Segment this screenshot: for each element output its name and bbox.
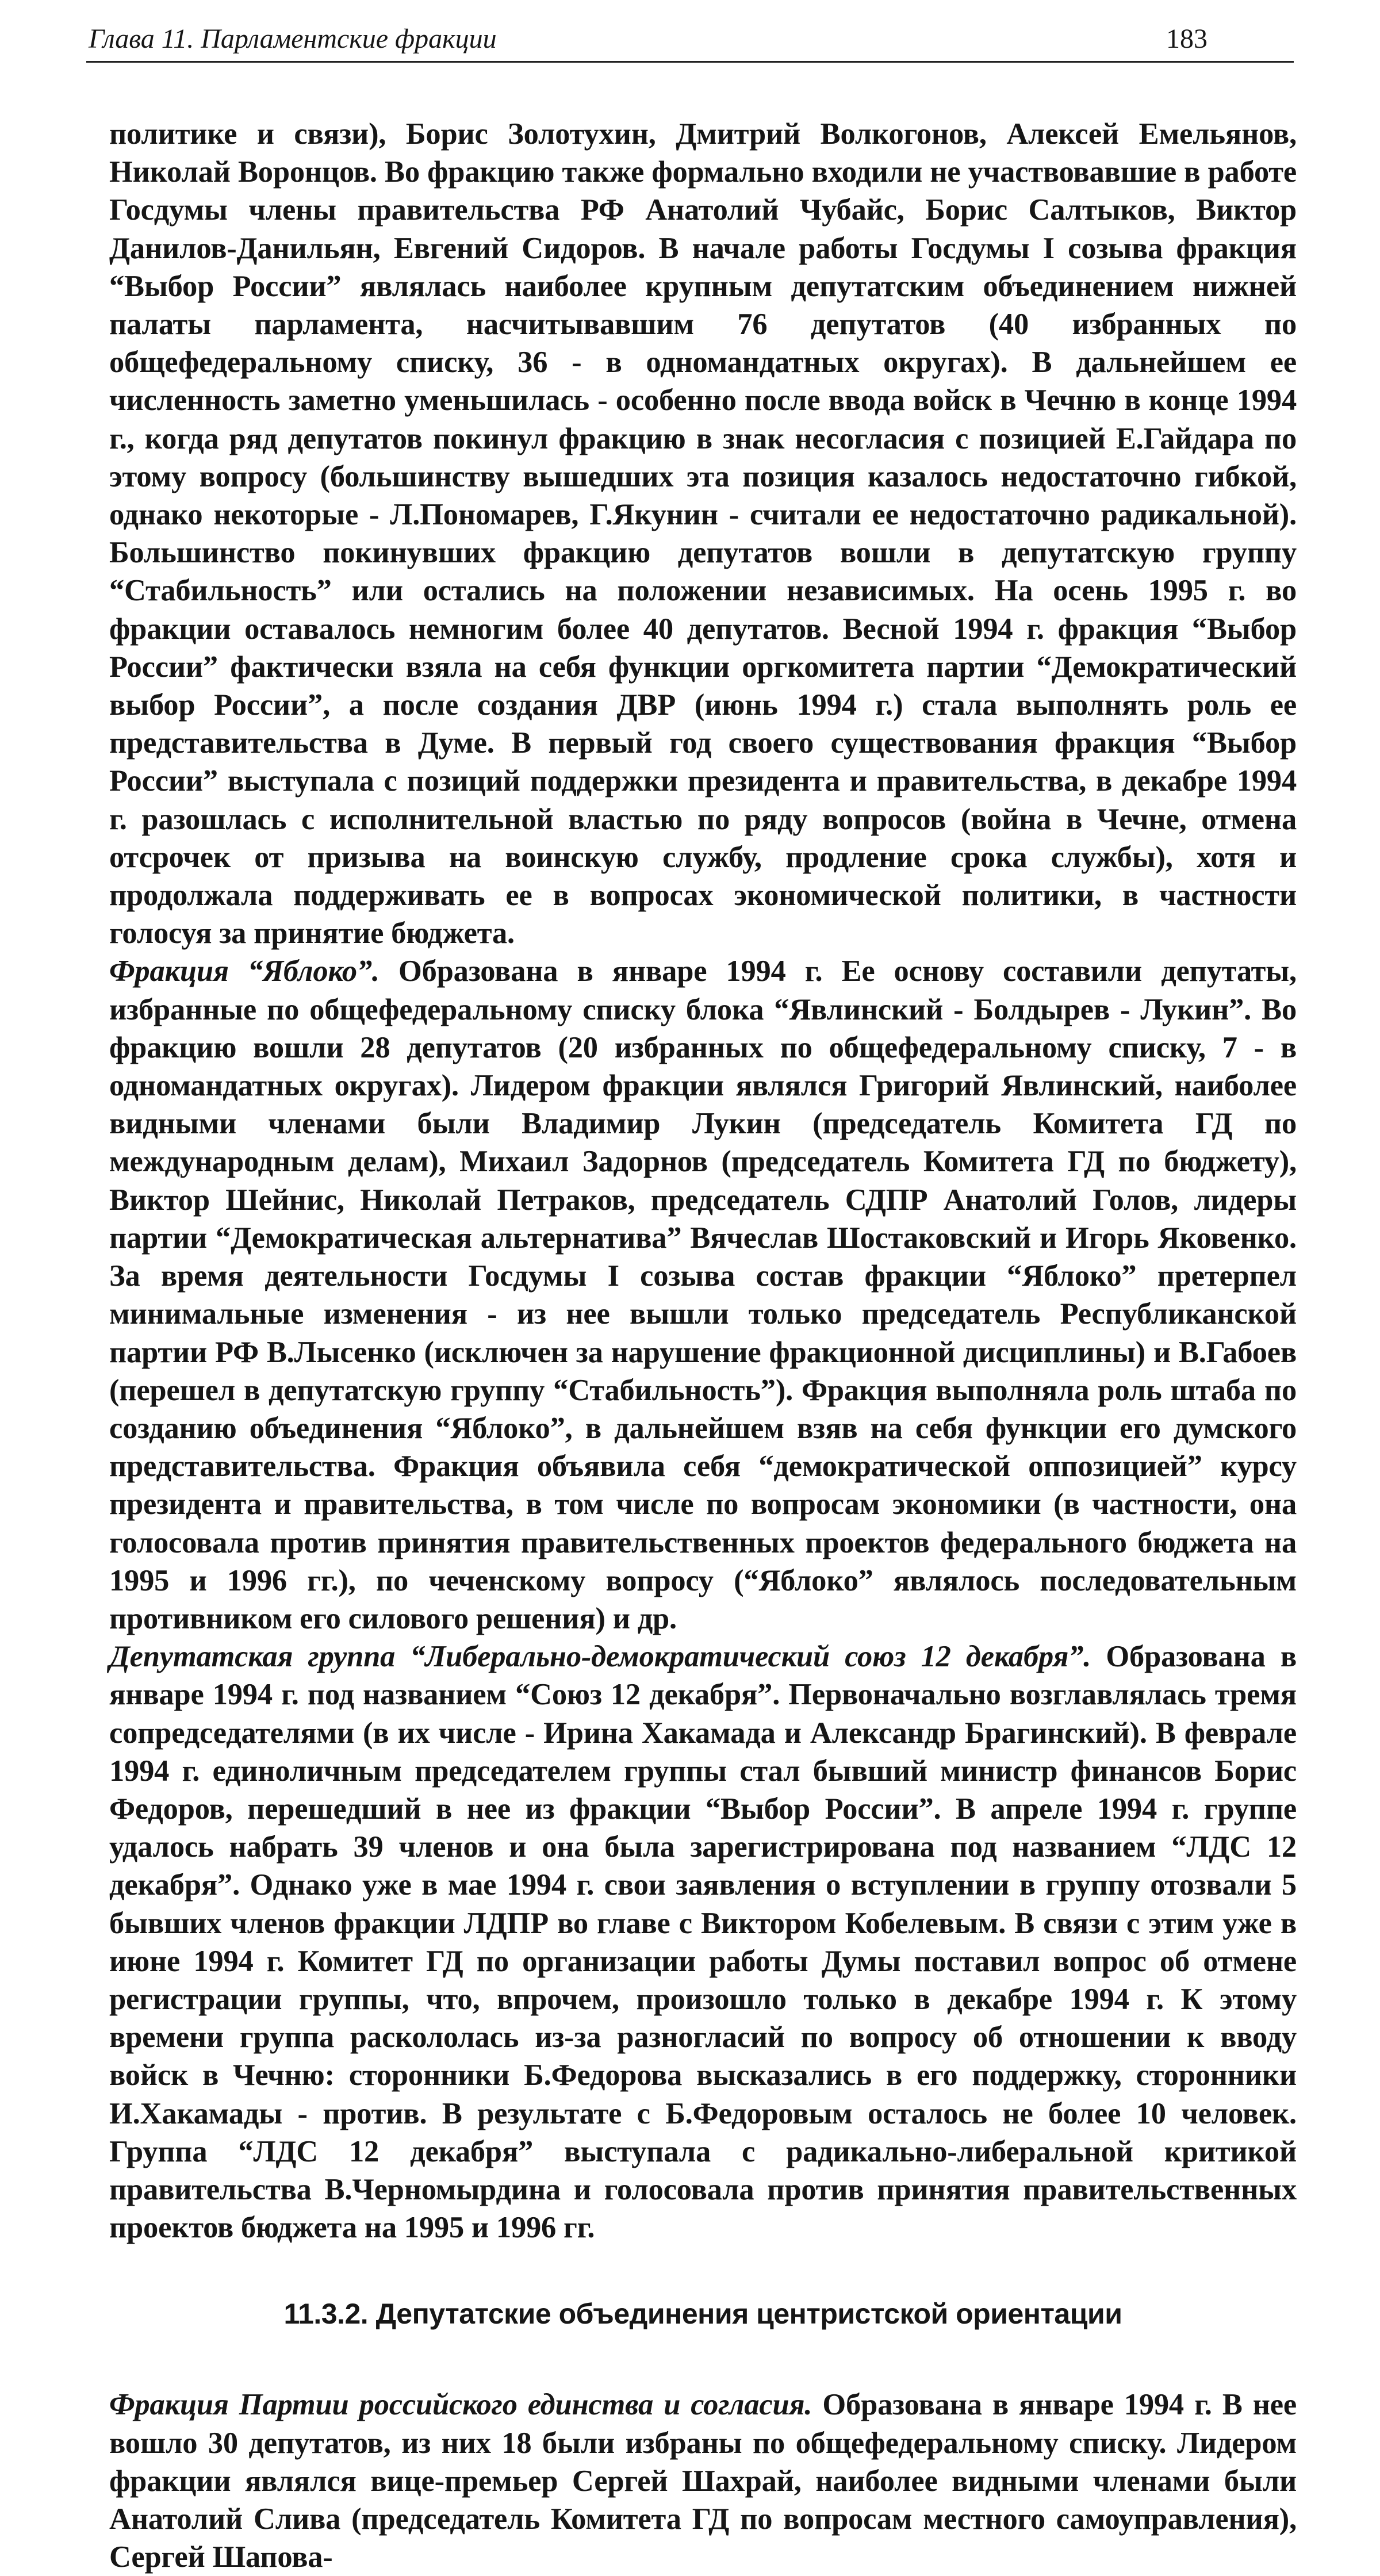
paragraph-vybor-rossii bbox=[109, 115, 1297, 952]
page-number: 183 bbox=[1166, 24, 1208, 54]
paragraph-yabloko bbox=[109, 952, 1297, 1638]
paragraph-pres bbox=[109, 2386, 1297, 2576]
paragraph-heading: Фракция Партии российского единства и согласия. bbox=[109, 2388, 812, 2422]
paragraph-text: Образована в январе 1994 г. Ее основу составили депутаты, избранные по общефедеральному списку блока “Явлинский - Болдырев - Лукин”. Во фракцию вошли 28 депутатов (20 избранных по общефедеральному списку, 7 - в одномандатных округах). Лидером фракции являлся Григорий Явлинский, наиболее видными членами были Владимир Лукин (председатель Комитета ГД по международным делам), Михаил Задорнов (председатель Комитета ГД по бюджету), Виктор Шейнис, Николай Петраков, председатель СДПР Анатолий Голов, лидеры партии “Демократическая альтернатива” Вячеслав Шостаковский и Игорь Яковенко. За время деятельности Госдумы I созыва состав фракции “Яблоко” претерпел минимальные изменения - из нее вышли только председатель Республиканской партии РФ В.Лысенко (исключен за нарушение фракционной дисциплины) и В.Габоев (перешел в депутатскую группу “Стабильность”). Фракция выполняла роль штаба по созданию объединения “Яблоко”, в дальнейшем взяв на себя функции его думского представительства. Фракция объявила себя “демократической оппозицией” курсу президента и правительства, в том числе по вопросам экономики (в частности, она голосовала против принятия правительственных проектов федерального бюджета на 1995 и 1996 гг.), по чеченскому вопросу (“Яблоко” являлось последовательным противником его силового решения) и др. bbox=[109, 954, 1297, 1635]
paragraph-lds-12-dekabrya bbox=[109, 1638, 1297, 2247]
running-header bbox=[86, 17, 1294, 63]
paragraph-heading: Фракция “Яблоко”. bbox=[109, 954, 379, 988]
running-title: Глава 11. Парламентские фракции bbox=[89, 24, 497, 54]
section-heading: 11.3.2. Депутатские объединения центристской ориентации bbox=[283, 2298, 1122, 2330]
paragraph-text: политике и связи), Борис Золотухин, Дмитрий Волкогонов, Алексей Емельянов, Николай Воронцов. Во фракцию также формально входили не участвовавшие в работе Госдумы члены правительства РФ Анатолий Чубайс, Борис Салтыков, Виктор Данилов-Данильян, Евгений Сидоров. В начале работы Госдумы I созыва фракция “Выбор России” являлась наиболее крупным депутатским объединением нижней палаты парламента, насчитывавшим 76 депутатов (40 избранных по общефедеральному списку, 36 - в одномандатных округах). В дальнейшем ее численность заметно уменьшилась - особенно после ввода войск в Чечню в конце 1994 г., когда ряд депутатов покинул фракцию в знак несогласия с позицией Е.Гайдара по этому вопросу (большинству вышедших эта позиция казалось недостаточно гибкой, однако некоторые - Л.Пономарев, Г.Якунин - считали ее недостаточно радикальной). Большинство покинувших фракцию депутатов вошли в депутатскую группу “Стабильность” или остались на положении независимых. На осень 1995 г. во фракции оставалось немногим более 40 депутатов. Весной 1994 г. фракция “Выбор России” фактически взяла на себя функции оргкомитета партии “Демократический выбор России”, а после создания ДВР (июнь 1994 г.) стала выполнять роль ее представительства в Думе. В первый год своего существования фракция “Выбор России” выступала с позиций поддержки президента и правительства, в декабре 1994 г. разошлась с исполнительной властью по ряду вопросов (война в Чечне, отмена отсрочек от призыва на воинскую службу, продление срока службы), хотя и продолжала поддерживать ее в вопросах экономической политики, в частности голосуя за принятие бюджета. bbox=[109, 117, 1297, 950]
paragraph-text: Образована в январе 1994 г. В нее вошло 30 депутатов, из них 18 были избраны по общефедеральному списку. Лидером фракции являлся вице-премьер Сергей Шахрай, наиболее видными членами были Анатолий Слива (председатель Комитета ГД по вопросам местного самоуправления), Сергей Шапова- bbox=[109, 2388, 1297, 2574]
paragraph-heading: Депутатская группа “Либерально-демократический союз 12 декабря”. bbox=[109, 1640, 1091, 1674]
paragraph-text: Образована в январе 1994 г. под названием “Союз 12 декабря”. Первоначально возглавлялась тремя сопредседателями (в их числе - Ирина Хакамада и Александр Брагинский). В феврале 1994 г. единоличным председателем группы стал бывший министр финансов Борис Федоров, перешедший в нее из фракции “Выбор России”. В апреле 1994 г. группе удалось набрать 39 членов и она была зарегистрирована под названием “ЛДС 12 декабря”. Однако уже в мае 1994 г. свои заявления о вступлении в группу отозвали 5 бывших членов фракции ЛДПР во главе с Виктором Кобелевым. В связи с этим уже в июне 1994 г. Комитет ГД по организации работы Думы поставил вопрос об отмене регистрации группы, что, впрочем, произошло только в декабре 1994 г. К этому времени группа раскололась из-за разногласий по вопросу об отношении к вводу войск в Чечню: сторонники Б.Федорова высказались в его поддержку, сторонники И.Хакамады - против. В результате с Б.Федоровым осталось не более 10 человек. Группа “ЛДС 12 декабря” выступала с радикально-либеральной критикой правительства В.Черномырдина и голосовала против принятия правительственных проектов бюджета на 1995 и 1996 гг. bbox=[109, 1640, 1297, 2245]
body-text bbox=[109, 115, 1297, 2576]
